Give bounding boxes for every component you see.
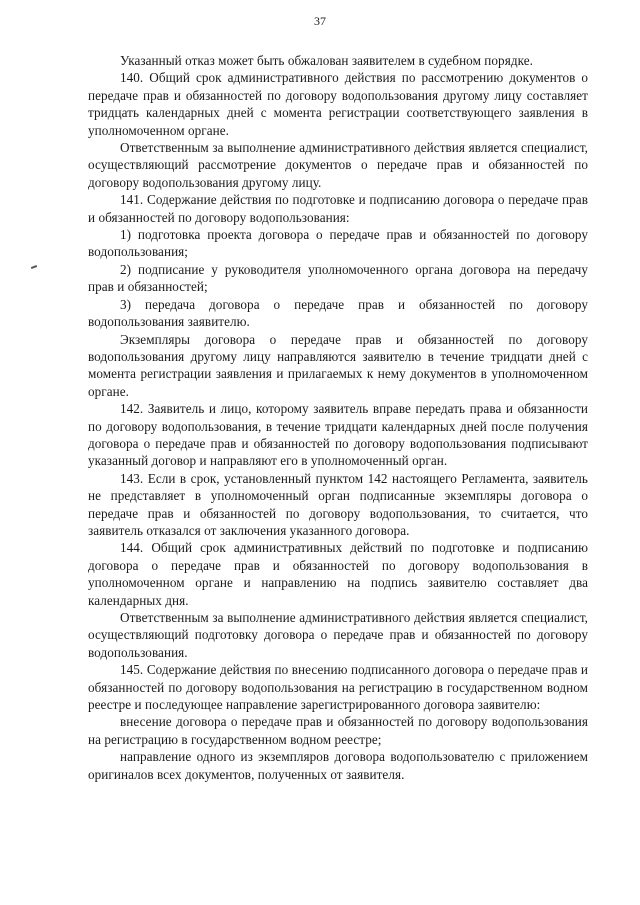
document-body <box>88 52 588 783</box>
paragraph-140: 140. Общий срок административного действия по рассмотрению документов о передаче прав и обязанностей по договору водопользования другому лицу составляет тридцать календарных дней с момента регистрации соответствующего заявления в уполномоченном органе. <box>88 70 588 138</box>
paragraph-141: 141. Содержание действия по подготовке и подписанию договора о передаче прав и обязанностей по договору водопользования: <box>88 192 588 225</box>
paragraph-144-responsible: Ответственным за выполнение административного действия является специалист, осуществляющий подготовку договора о передаче прав и обязанностей по договору водопользования. <box>88 610 588 660</box>
paragraph-141-item-2: 2) подписание у руководителя уполномоченного органа договора на передачу прав и обязанностей; <box>88 261 588 295</box>
paragraph-141-item-3: 3) передача договора о передаче прав и обязанностей по договору водопользования заявителю. <box>88 296 588 330</box>
paragraph-145: 145. Содержание действия по внесению подписанного договора о передаче прав и обязанностей по договору водопользования на регистрацию в государственном водном реестре и последующее направление зарегистрированного договора заявителю: <box>88 662 588 713</box>
paragraph-141-copies: Экземпляры договора о передаче прав и обязанностей по договору водопользования другому лицу направляются заявителю в течение тридцати дней с момента регистрации заявления и прилагаемых к нему документов в уполномоченном органе. <box>88 331 588 399</box>
paragraph-appeal-notice: Указанный отказ может быть обжалован заявителем в судебном порядке. <box>120 53 533 68</box>
margin-pen-mark <box>31 265 37 269</box>
page-number: 37 <box>314 14 326 28</box>
paragraph-143: 143. Если в срок, установленный пунктом 142 настоящего Регламента, заявитель не представляет в уполномоченный орган подписанные экземпляры договора о передаче прав и обязанностей по договору водопользования, то считается, что заявитель отказался от заключения указанного договора. <box>88 470 588 538</box>
paragraph-140-responsible: Ответственным за выполнение административного действия является специалист, осуществляющий рассмотрение документов о передаче прав и обязанностей по договору водопользования другому лицу. <box>88 140 588 190</box>
paragraph-144: 144. Общий срок административных действий по подготовке и подписанию договора о передаче прав и обязанностей по договору водопользования в уполномоченном органе и направлению на подпись заявителю составляет два календарных дня. <box>88 540 588 608</box>
paragraph-141-item-1: 1) подготовка проекта договора о передаче прав и обязанностей по договору водопользования; <box>88 227 588 260</box>
paragraph-145-item-registration: внесение договора о передаче прав и обязанностей по договору водопользования на регистрацию в государственном водном реестре; <box>88 714 588 747</box>
paragraph-145-item-sending: направление одного из экземпляров договора водопользователю с приложением оригиналов всех документов, полученных от заявителя. <box>88 749 588 782</box>
paragraph-142: 142. Заявитель и лицо, которому заявитель вправе передать права и обязанности по договору водопользования, в течение тридцати календарных дней после получения договора о передаче прав и обязанностей по договору водопользования подписывают указанный договор и направляют его в уполномоченный орган. <box>88 401 588 469</box>
